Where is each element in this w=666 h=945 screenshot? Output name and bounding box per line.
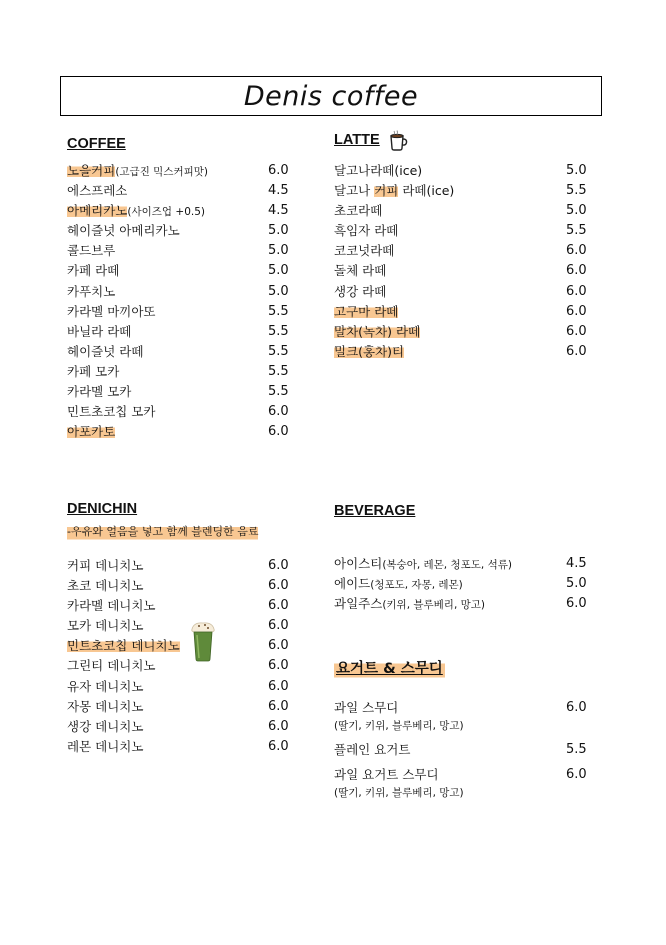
menu-item [67, 342, 289, 362]
menu-item-price: 4.5 [566, 556, 587, 571]
item-name-text: 과일 스무디 [334, 700, 399, 715]
menu-item-price: 6.0 [566, 323, 587, 339]
menu-item [67, 737, 289, 757]
item-sub-text: (복숭아, 레몬, 청포도, 석류) [382, 559, 512, 571]
menu-item-price: 6.0 [268, 618, 289, 634]
denichin-section-title: DENICHIN [67, 501, 138, 517]
item-name-highlight: 고구마 라떼 [334, 303, 399, 319]
menu-item [67, 576, 289, 596]
item-sub-text: (키위, 블루베리, 망고) [382, 599, 485, 612]
menu-item-price: 4.5 [268, 203, 289, 219]
menu-item-price: 6.0 [268, 698, 289, 714]
item-name-text: 민트초코칩 데니치노 [67, 638, 180, 654]
menu-item-options: (딸기, 키위, 블루베리, 망고) [334, 720, 464, 733]
menu-item-name [67, 556, 143, 576]
item-name-text: 코코넛라떼 [334, 243, 395, 259]
item-name-text: 아포카토 [67, 424, 116, 440]
menu-item [334, 574, 587, 594]
item-name-text: 아메리카노 [67, 203, 128, 219]
menu-item [67, 616, 289, 636]
item-name-text: 민트초코칩 모카 [67, 404, 156, 420]
menu-item-name [334, 181, 454, 201]
item-sub-text: (고급진 믹스커피맛) [115, 166, 208, 178]
item-name-text: 자몽 데니치노 [67, 698, 144, 714]
item-name-text: 유자 데니치노 [67, 678, 144, 694]
menu-item-name [334, 241, 394, 261]
menu-item [67, 322, 289, 342]
item-name-text: 카라멜 모카 [67, 384, 132, 400]
menu-item [334, 302, 587, 322]
menu-item-name [334, 574, 463, 595]
menu-item [67, 402, 289, 422]
menu-item [67, 302, 289, 322]
item-name-highlight: 커피 [374, 183, 399, 199]
menu-item-price: 5.0 [268, 243, 289, 259]
menu-item [67, 161, 289, 181]
menu-item-name [67, 322, 131, 342]
menu-item-name [67, 422, 115, 442]
menu-item-price: 6.0 [268, 578, 289, 594]
menu-item-price: 6.0 [268, 718, 289, 734]
menu-item [67, 201, 289, 221]
menu-item-name [334, 161, 422, 181]
menu-item [67, 241, 289, 261]
item-name-highlight: 말차(녹차) 라떼 [334, 323, 421, 339]
menu-item [334, 221, 587, 241]
item-name-text: 에이드 [334, 576, 371, 592]
menu-item-name [67, 181, 127, 201]
menu-item-price: 6.0 [566, 263, 587, 279]
beverage-section [334, 501, 587, 614]
menu-item-price: 5.5 [566, 742, 587, 758]
item-name-text: 카푸치노 [67, 283, 116, 299]
menu-item-name [67, 616, 143, 636]
item-name-text: 카라멜 데니치노 [67, 598, 156, 614]
menu-item-price: 6.0 [566, 283, 587, 299]
item-sub-text: (청포도, 자몽, 레몬) [370, 579, 463, 592]
menu-item [67, 556, 289, 576]
menu-item-name [67, 261, 119, 281]
menu-item-name [67, 382, 131, 402]
menu-item [334, 740, 587, 760]
menu-item-name [67, 362, 119, 382]
denichin-note: -우유와 얼음을 넣고 함께 블렌딩한 음료 [67, 523, 258, 541]
menu-item-price: 5.5 [268, 343, 289, 359]
item-name-text: 헤이즐넛 아메리카노 [67, 223, 180, 239]
menu-title-box [60, 76, 602, 116]
denichin-list [67, 556, 289, 757]
menu-item-name [67, 697, 143, 717]
menu-item-price: 5.5 [268, 323, 289, 339]
menu-item-price: 5.5 [268, 363, 289, 379]
item-name-text: 에스프레소 [67, 183, 128, 199]
menu-item [334, 554, 587, 574]
menu-item-price: 6.0 [566, 243, 587, 259]
beverage-list [334, 554, 587, 614]
menu-item-name [334, 261, 386, 281]
menu-item [67, 677, 289, 697]
beverage-section-title: BEVERAGE [334, 503, 416, 519]
menu-item [67, 181, 289, 201]
item-name-text: 달고나라떼(ice) [334, 163, 423, 178]
menu-item-price: 6.0 [566, 343, 587, 359]
menu-item-price: 6.0 [268, 163, 289, 178]
coffee-section-title: COFFEE [67, 136, 126, 152]
menu-item [67, 362, 289, 382]
menu-item-name [67, 241, 115, 261]
menu-item-price: 5.5 [268, 384, 289, 400]
item-name-text: 그린티 데니치노 [67, 658, 156, 674]
menu-item [334, 765, 587, 785]
menu-item-name [334, 554, 512, 575]
menu-item [334, 241, 587, 261]
menu-item-price: 6.0 [566, 303, 587, 319]
menu-item-price: 5.5 [566, 183, 587, 199]
item-name-text: 초코라떼 [334, 203, 383, 219]
item-name-text: 노을커피 [67, 163, 116, 178]
yogurt-section-title: 요거트 & 스무디 [336, 661, 443, 677]
menu-item-name [67, 402, 156, 422]
menu-item-price: 6.0 [268, 558, 289, 573]
item-name-text: 생강 라떼 [334, 283, 387, 299]
menu-item-name [334, 201, 382, 221]
menu-item-price: 4.5 [268, 183, 289, 199]
item-name-text: 헤이즐넛 라떼 [67, 343, 144, 359]
item-name-text: 모카 데니치노 [67, 618, 144, 634]
menu-item [334, 342, 587, 362]
menu-item-name [334, 765, 439, 785]
menu-item-name [334, 342, 404, 362]
frappe-drink-icon [188, 620, 218, 662]
menu-item-price: 6.0 [268, 678, 289, 694]
denichin-section [67, 499, 289, 757]
latte-list [334, 161, 587, 362]
item-name-text: 레몬 데니치노 [67, 738, 144, 754]
menu-item-name [334, 698, 398, 718]
item-name-text: 아이스티 [334, 556, 383, 571]
item-name-part: 달고나 [334, 183, 375, 199]
menu-item-price: 5.0 [268, 223, 289, 239]
item-name-text: 콜드브루 [67, 243, 116, 259]
menu-item-name [67, 717, 143, 737]
menu-item [334, 161, 587, 181]
menu-item [67, 282, 289, 302]
menu-item-name [67, 201, 205, 222]
menu-item-price: 6.0 [268, 738, 289, 754]
menu-item-name [67, 656, 156, 676]
menu-item-name [67, 282, 115, 302]
item-name-text: 생강 데니치노 [67, 718, 144, 734]
item-name-text: 돌체 라떼 [334, 263, 387, 279]
menu-item-price: 5.0 [566, 576, 587, 592]
menu-item-price: 5.0 [268, 263, 289, 279]
menu-item-name [67, 342, 143, 362]
menu-item-price: 6.0 [268, 658, 289, 674]
menu-item [67, 717, 289, 737]
latte-section [334, 128, 587, 362]
item-name-part: 라떼(ice) [398, 183, 455, 199]
menu-item-price: 6.0 [268, 598, 289, 614]
menu-item-name [67, 221, 180, 241]
menu-item [334, 261, 587, 281]
menu-item-name [67, 636, 180, 656]
menu-item [67, 382, 289, 402]
item-name-text: 과일 요거트 스무디 [334, 767, 439, 783]
item-name-text: 과일주스 [334, 596, 383, 612]
menu-item [334, 594, 587, 614]
menu-item-name [334, 282, 386, 302]
menu-item [334, 322, 587, 342]
menu-item-name [334, 594, 485, 615]
menu-item-name [67, 737, 143, 757]
coffee-section [67, 134, 289, 442]
menu-item-name [67, 596, 156, 616]
menu-item [67, 422, 289, 442]
item-name-text: 초코 데니치노 [67, 578, 144, 594]
menu-item-price: 6.0 [268, 404, 289, 420]
menu-item-price: 5.0 [566, 163, 587, 178]
menu-item-name [67, 302, 156, 322]
item-name-text: 커피 데니치노 [67, 558, 144, 573]
yogurt-section [334, 659, 587, 807]
menu-item [334, 698, 587, 718]
coffee-list [67, 161, 289, 442]
item-name-text: 카라멜 마끼아또 [67, 303, 156, 319]
menu-item-price: 5.5 [566, 223, 587, 239]
menu-item [67, 656, 289, 676]
menu-item-name [334, 221, 398, 241]
menu-item-price: 6.0 [268, 424, 289, 440]
menu-item-options: (딸기, 키위, 블루베리, 망고) [334, 787, 464, 800]
menu-item [334, 201, 587, 221]
menu-item-name [334, 302, 398, 322]
item-name-text: 흑임자 라떼 [334, 223, 399, 239]
yogurt-list [334, 698, 587, 807]
menu-title: Denis coffee [243, 80, 419, 112]
menu-item-price: 5.0 [566, 203, 587, 219]
item-sub-text: (사이즈업 +0.5) [127, 206, 205, 219]
menu-item-price: 5.5 [268, 303, 289, 319]
menu-item-price: 6.0 [566, 767, 587, 783]
item-name-text: 바닐라 라떼 [67, 323, 132, 339]
menu-item-name [67, 161, 208, 182]
item-name-text: 카페 모카 [67, 363, 120, 379]
menu-item-price: 6.0 [268, 638, 289, 654]
menu-item [67, 636, 289, 656]
menu-item [67, 221, 289, 241]
menu-item-name [334, 740, 410, 760]
menu-item-price: 6.0 [566, 700, 587, 715]
latte-section-title: LATTE [334, 132, 380, 148]
coffee-cup-icon [386, 129, 408, 151]
menu-item-name [67, 576, 143, 596]
item-name-text: 카페 라떼 [67, 263, 120, 279]
menu-item [334, 181, 587, 201]
menu-item [67, 261, 289, 281]
item-name-highlight: 밀크(홍차)티 [334, 343, 405, 359]
item-name-text: 플레인 요거트 [334, 742, 411, 758]
menu-item [67, 596, 289, 616]
menu-item [67, 697, 289, 717]
menu-item-price: 6.0 [566, 596, 587, 612]
menu-item [334, 282, 587, 302]
menu-item-name [67, 677, 143, 697]
menu-item-price: 5.0 [268, 283, 289, 299]
menu-item-name [334, 322, 420, 342]
